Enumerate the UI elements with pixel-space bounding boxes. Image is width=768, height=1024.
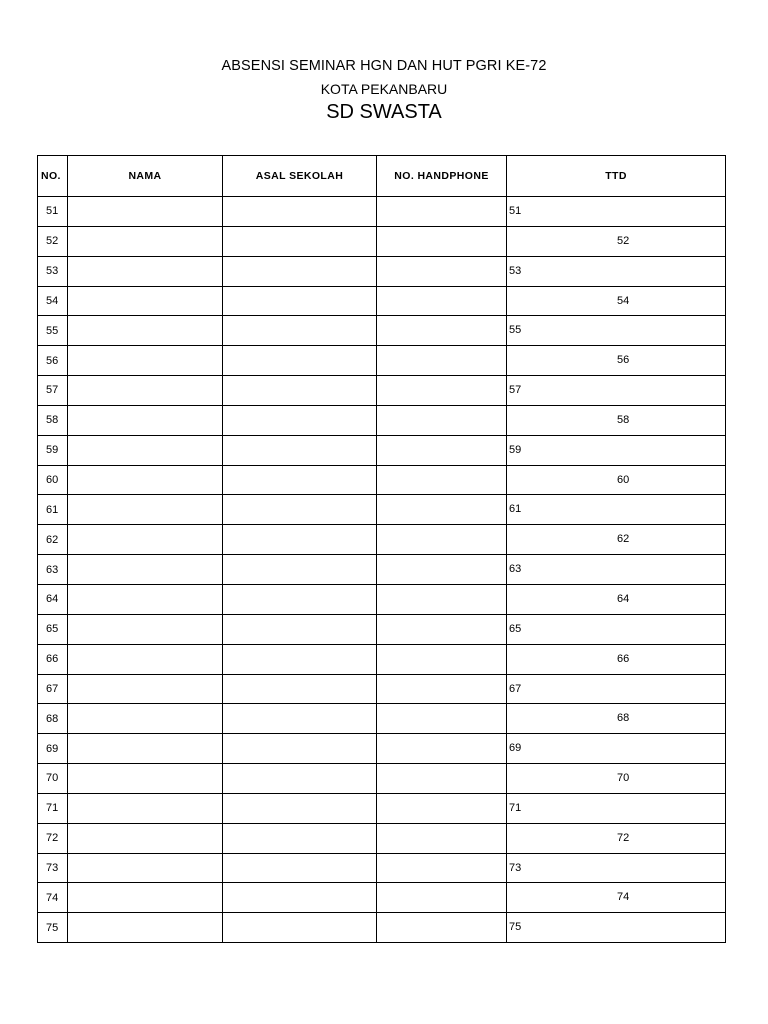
ttd-cell[interactable] — [507, 644, 726, 674]
asal-sekolah-cell[interactable] — [223, 286, 377, 316]
asal-sekolah-cell[interactable] — [223, 555, 377, 585]
ttd-cell[interactable] — [507, 256, 726, 286]
row-number: 58 — [38, 405, 68, 435]
table-row — [38, 495, 726, 525]
nama-cell[interactable] — [68, 674, 223, 704]
asal-sekolah-cell[interactable] — [223, 644, 377, 674]
ttd-cell[interactable] — [507, 883, 726, 913]
table-row — [38, 465, 726, 495]
ttd-cell[interactable] — [507, 793, 726, 823]
table-row — [38, 674, 726, 704]
ttd-cell[interactable] — [507, 465, 726, 495]
table-row — [38, 197, 726, 227]
row-number: 72 — [38, 823, 68, 853]
asal-sekolah-cell[interactable] — [223, 465, 377, 495]
ttd-number: 71 — [509, 801, 522, 814]
ttd-cell[interactable] — [507, 913, 726, 943]
row-number: 73 — [38, 853, 68, 883]
ttd-number: 73 — [509, 861, 522, 874]
ttd-cell[interactable] — [507, 495, 726, 525]
table-row — [38, 256, 726, 286]
ttd-cell[interactable] — [507, 346, 726, 376]
asal-sekolah-cell[interactable] — [223, 584, 377, 614]
row-number: 71 — [38, 793, 68, 823]
row-number: 69 — [38, 734, 68, 764]
table-row — [38, 376, 726, 406]
table-row — [38, 644, 726, 674]
nama-cell[interactable] — [68, 286, 223, 316]
ttd-cell[interactable] — [507, 286, 726, 316]
ttd-number: 62 — [617, 533, 630, 546]
nama-cell[interactable] — [68, 883, 223, 913]
asal-sekolah-cell[interactable] — [223, 226, 377, 256]
ttd-number: 64 — [617, 592, 630, 605]
ttd-number: 68 — [617, 712, 630, 725]
no-handphone-cell[interactable] — [377, 465, 507, 495]
ttd-cell[interactable] — [507, 674, 726, 704]
row-number: 56 — [38, 346, 68, 376]
row-number: 63 — [38, 555, 68, 585]
ttd-number: 57 — [509, 384, 522, 397]
row-number: 52 — [38, 226, 68, 256]
table-row — [38, 435, 726, 465]
nama-cell[interactable] — [68, 644, 223, 674]
asal-sekolah-cell[interactable] — [223, 823, 377, 853]
nama-cell[interactable] — [68, 555, 223, 585]
no-handphone-cell[interactable] — [377, 853, 507, 883]
asal-sekolah-cell[interactable] — [223, 376, 377, 406]
row-number: 68 — [38, 704, 68, 734]
column-header-asal-sekolah: ASAL SEKOLAH — [223, 156, 377, 197]
no-handphone-cell[interactable] — [377, 614, 507, 644]
ttd-number: 70 — [617, 772, 630, 785]
no-handphone-cell[interactable] — [377, 734, 507, 764]
nama-cell[interactable] — [68, 764, 223, 794]
asal-sekolah-cell[interactable] — [223, 525, 377, 555]
asal-sekolah-cell[interactable] — [223, 883, 377, 913]
row-number: 65 — [38, 614, 68, 644]
nama-cell[interactable] — [68, 525, 223, 555]
no-handphone-cell[interactable] — [377, 376, 507, 406]
row-number: 61 — [38, 495, 68, 525]
asal-sekolah-cell[interactable] — [223, 346, 377, 376]
table-row — [38, 764, 726, 794]
nama-cell[interactable] — [68, 376, 223, 406]
asal-sekolah-cell[interactable] — [223, 764, 377, 794]
nama-cell[interactable] — [68, 584, 223, 614]
ttd-cell[interactable] — [507, 197, 726, 227]
ttd-number: 65 — [509, 622, 522, 635]
nama-cell[interactable] — [68, 704, 223, 734]
nama-cell[interactable] — [68, 256, 223, 286]
ttd-number: 51 — [509, 205, 522, 217]
no-handphone-cell[interactable] — [377, 584, 507, 614]
document-group-heading: SD SWASTA — [326, 101, 442, 123]
ttd-number: 61 — [509, 503, 522, 516]
row-number: 74 — [38, 883, 68, 913]
ttd-cell[interactable] — [507, 853, 726, 883]
asal-sekolah-cell[interactable] — [223, 197, 377, 227]
no-handphone-cell[interactable] — [377, 674, 507, 704]
nama-cell[interactable] — [68, 495, 223, 525]
table-row — [38, 405, 726, 435]
row-number: 55 — [38, 316, 68, 346]
nama-cell[interactable] — [68, 823, 223, 853]
ttd-number: 69 — [509, 742, 522, 755]
document-subtitle: KOTA PEKANBARU — [320, 81, 448, 97]
ttd-cell[interactable] — [507, 405, 726, 435]
row-number: 67 — [38, 674, 68, 704]
table-row — [38, 823, 726, 853]
asal-sekolah-cell[interactable] — [223, 256, 377, 286]
ttd-cell[interactable] — [507, 823, 726, 853]
row-number: 70 — [38, 764, 68, 794]
no-handphone-cell[interactable] — [377, 197, 507, 227]
ttd-cell[interactable] — [507, 555, 726, 585]
no-handphone-cell[interactable] — [377, 226, 507, 256]
row-number: 60 — [38, 465, 68, 495]
ttd-number: 59 — [509, 443, 522, 456]
asal-sekolah-cell[interactable] — [223, 793, 377, 823]
ttd-cell[interactable] — [507, 734, 726, 764]
asal-sekolah-cell[interactable] — [223, 435, 377, 465]
no-handphone-cell[interactable] — [377, 644, 507, 674]
row-number: 64 — [38, 584, 68, 614]
no-handphone-cell[interactable] — [377, 346, 507, 376]
table-row — [38, 883, 726, 913]
row-number: 57 — [38, 376, 68, 406]
ttd-cell[interactable] — [507, 316, 726, 346]
ttd-number: 66 — [617, 652, 630, 665]
nama-cell[interactable] — [68, 465, 223, 495]
table-row — [38, 346, 726, 376]
no-handphone-cell[interactable] — [377, 256, 507, 286]
row-number: 75 — [38, 913, 68, 943]
table-row — [38, 913, 726, 943]
ttd-cell[interactable] — [507, 525, 726, 555]
table-row — [38, 584, 726, 614]
asal-sekolah-cell[interactable] — [223, 316, 377, 346]
column-header-ttd: TTD — [507, 156, 726, 197]
row-number: 62 — [38, 525, 68, 555]
ttd-number: 56 — [617, 354, 630, 367]
ttd-cell[interactable] — [507, 614, 726, 644]
ttd-number: 54 — [617, 294, 630, 307]
nama-cell[interactable] — [68, 316, 223, 346]
table-row — [38, 704, 726, 734]
row-number: 54 — [38, 286, 68, 316]
no-handphone-cell[interactable] — [377, 883, 507, 913]
nama-cell[interactable] — [68, 853, 223, 883]
ttd-cell[interactable] — [507, 584, 726, 614]
no-handphone-cell[interactable] — [377, 704, 507, 734]
attendance-table — [37, 155, 726, 943]
row-number: 51 — [38, 197, 68, 227]
asal-sekolah-cell[interactable] — [223, 405, 377, 435]
no-handphone-cell[interactable] — [377, 823, 507, 853]
nama-cell[interactable] — [68, 435, 223, 465]
no-handphone-cell[interactable] — [377, 435, 507, 465]
table-row — [38, 734, 726, 764]
no-handphone-cell[interactable] — [377, 286, 507, 316]
asal-sekolah-cell[interactable] — [223, 734, 377, 764]
ttd-cell[interactable] — [507, 435, 726, 465]
table-row — [38, 614, 726, 644]
nama-cell[interactable] — [68, 793, 223, 823]
nama-cell[interactable] — [68, 405, 223, 435]
no-handphone-cell[interactable] — [377, 555, 507, 585]
ttd-number: 74 — [617, 891, 630, 904]
ttd-number: 63 — [509, 563, 522, 576]
ttd-number: 58 — [617, 413, 630, 426]
table-row — [38, 226, 726, 256]
nama-cell[interactable] — [68, 614, 223, 644]
no-handphone-cell[interactable] — [377, 316, 507, 346]
ttd-number: 60 — [617, 473, 630, 486]
ttd-cell[interactable] — [507, 704, 726, 734]
row-number: 66 — [38, 644, 68, 674]
table-header-row — [38, 156, 726, 197]
ttd-number: 72 — [617, 831, 630, 844]
table-row — [38, 793, 726, 823]
document-title: ABSENSI SEMINAR HGN DAN HUT PGRI KE-72 — [221, 58, 547, 74]
asal-sekolah-cell[interactable] — [223, 674, 377, 704]
table-row — [38, 555, 726, 585]
asal-sekolah-cell[interactable] — [223, 495, 377, 525]
table-row — [38, 853, 726, 883]
no-handphone-cell[interactable] — [377, 793, 507, 823]
no-handphone-cell[interactable] — [377, 495, 507, 525]
nama-cell[interactable] — [68, 913, 223, 943]
column-header-nama: NAMA — [68, 156, 223, 197]
asal-sekolah-cell[interactable] — [223, 853, 377, 883]
ttd-number: 75 — [509, 921, 522, 934]
no-handphone-cell[interactable] — [377, 405, 507, 435]
no-handphone-cell[interactable] — [377, 764, 507, 794]
ttd-number: 52 — [617, 234, 630, 247]
asal-sekolah-cell[interactable] — [223, 614, 377, 644]
row-number: 59 — [38, 435, 68, 465]
nama-cell[interactable] — [68, 226, 223, 256]
ttd-number: 67 — [509, 682, 522, 695]
nama-cell[interactable] — [68, 734, 223, 764]
column-header-no-handphone: NO. HANDPHONE — [377, 156, 507, 197]
ttd-cell[interactable] — [507, 376, 726, 406]
no-handphone-cell[interactable] — [377, 913, 507, 943]
table-row — [38, 316, 726, 346]
ttd-number: 53 — [509, 264, 522, 277]
ttd-cell[interactable] — [507, 764, 726, 794]
ttd-cell[interactable] — [507, 226, 726, 256]
ttd-number: 55 — [509, 324, 522, 337]
asal-sekolah-cell[interactable] — [223, 704, 377, 734]
row-number: 53 — [38, 256, 68, 286]
asal-sekolah-cell[interactable] — [223, 913, 377, 943]
nama-cell[interactable] — [68, 346, 223, 376]
no-handphone-cell[interactable] — [377, 525, 507, 555]
table-row — [38, 525, 726, 555]
nama-cell[interactable] — [68, 197, 223, 227]
table-row — [38, 286, 726, 316]
column-header-no: NO. — [38, 156, 68, 197]
